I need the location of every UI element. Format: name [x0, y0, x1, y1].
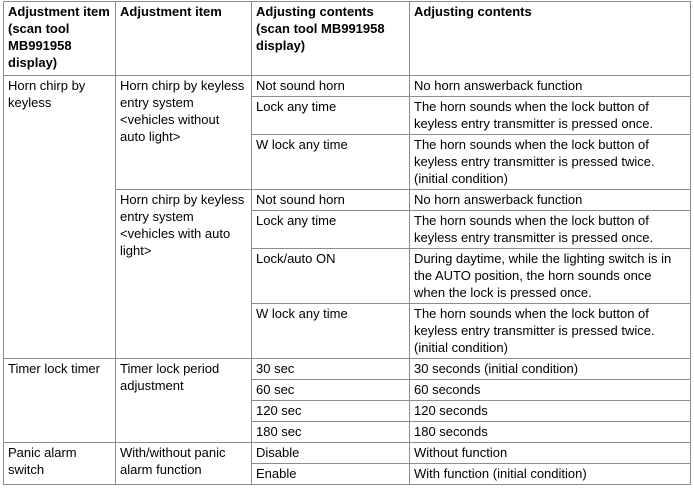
- cell-adjusting-contents: The horn sounds when the lock button of keyless entry transmitter is pressed once.: [410, 211, 691, 249]
- cell-adjustment-item: Horn chirp by keyless entry system <vehicles with auto light>: [116, 190, 252, 359]
- adjustment-table-container: [3, 1, 691, 485]
- cell-adjusting-contents: During daytime, while the lighting switch is in the AUTO position, the horn sounds once when the lock is pressed once.: [410, 249, 691, 304]
- cell-adjusting-contents-scan: Lock any time: [252, 211, 410, 249]
- header-adjustment-item: Adjustment item: [116, 2, 252, 76]
- cell-adjusting-contents-scan: Lock any time: [252, 97, 410, 135]
- cell-adjusting-contents: The horn sounds when the lock button of keyless entry transmitter is pressed twice. (initial condition): [410, 304, 691, 359]
- cell-adjusting-contents: 30 seconds (initial condition): [410, 359, 691, 380]
- cell-adjustment-item: Timer lock period adjustment: [116, 359, 252, 443]
- cell-adjusting-contents: 60 seconds: [410, 380, 691, 401]
- cell-adjusting-contents: Without function: [410, 443, 691, 464]
- table-row: [4, 359, 691, 380]
- table-row: [4, 443, 691, 464]
- cell-adjusting-contents-scan: Disable: [252, 443, 410, 464]
- cell-adjusting-contents: The horn sounds when the lock button of keyless entry transmitter is pressed twice. (initial condition): [410, 135, 691, 190]
- cell-adjusting-contents: With function (initial condition): [410, 464, 691, 485]
- cell-adjustment-item: Horn chirp by keyless entry system <vehicles without auto light>: [116, 76, 252, 190]
- cell-adjusting-contents-scan: 60 sec: [252, 380, 410, 401]
- cell-adjustment-item-scan: Timer lock timer: [4, 359, 116, 443]
- cell-adjusting-contents: No horn answerback function: [410, 76, 691, 97]
- cell-adjusting-contents: 180 seconds: [410, 422, 691, 443]
- cell-adjusting-contents: 120 seconds: [410, 401, 691, 422]
- cell-adjusting-contents-scan: W lock any time: [252, 304, 410, 359]
- cell-adjusting-contents: The horn sounds when the lock button of keyless entry transmitter is pressed once.: [410, 97, 691, 135]
- cell-adjustment-item-scan: Horn chirp by keyless: [4, 76, 116, 359]
- adjustment-table: [3, 1, 691, 485]
- header-adjusting-contents: Adjusting contents: [410, 2, 691, 76]
- cell-adjusting-contents-scan: Lock/auto ON: [252, 249, 410, 304]
- cell-adjusting-contents-scan: 120 sec: [252, 401, 410, 422]
- cell-adjusting-contents-scan: Not sound horn: [252, 190, 410, 211]
- header-adjusting-contents-scan: Adjusting contents (scan tool MB991958 display): [252, 2, 410, 76]
- cell-adjusting-contents-scan: Not sound horn: [252, 76, 410, 97]
- header-adjustment-item-scan: Adjustment item (scan tool MB991958 display): [4, 2, 116, 76]
- cell-adjusting-contents-scan: W lock any time: [252, 135, 410, 190]
- cell-adjusting-contents-scan: Enable: [252, 464, 410, 485]
- cell-adjusting-contents: No horn answerback function: [410, 190, 691, 211]
- cell-adjustment-item-scan: Panic alarm switch: [4, 443, 116, 485]
- header-row: [4, 2, 691, 76]
- cell-adjustment-item: With/without panic alarm function: [116, 443, 252, 485]
- cell-adjusting-contents-scan: 30 sec: [252, 359, 410, 380]
- cell-adjusting-contents-scan: 180 sec: [252, 422, 410, 443]
- table-header: [4, 2, 691, 76]
- table-body: [4, 76, 691, 485]
- table-row: [4, 76, 691, 97]
